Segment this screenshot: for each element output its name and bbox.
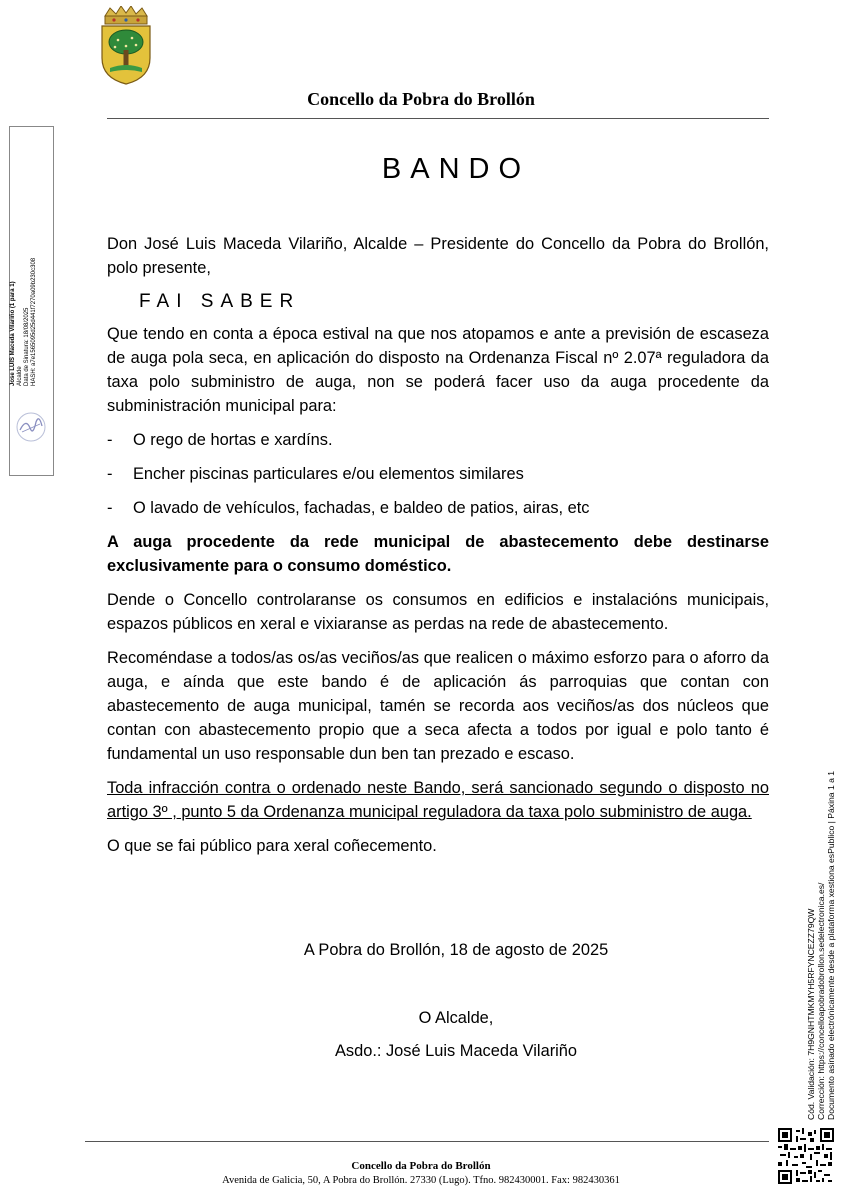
header-organization: Concello da Pobra do Brollón bbox=[307, 89, 535, 109]
header-divider bbox=[107, 118, 769, 119]
municipal-coat-of-arms-icon bbox=[96, 6, 156, 86]
qr-code-icon[interactable] bbox=[778, 1128, 834, 1184]
closing-paragraph: O que se fai público para xeral coñecemento. bbox=[107, 837, 437, 855]
paragraph-restrictions: Que tendo en conta a época estival na que nos atopamos e ante a previsión de escaseza de auga pola seca, en aplicación do disposto na Ordenanza Fiscal nº 2.07ª reguladora da taxa polo subministro de auga, non se poderá facer uso da auga procedente da subministración municipal para: bbox=[107, 325, 769, 415]
bold-notice: A auga procedente da rede municipal de abastecemento debe destinarse exclusivamente para o consumo doméstico. bbox=[107, 533, 769, 575]
signer-title: O Alcalde, bbox=[418, 1009, 494, 1027]
list-item bbox=[107, 428, 769, 452]
signature-platform-note: Documento asinado electrónicamente desde a plataforma xestiona esPublico | Páxina 1 a 1 bbox=[826, 770, 836, 1120]
signature-info bbox=[10, 258, 38, 386]
footer-organization: Concello da Pobra do Brollón bbox=[351, 1160, 491, 1172]
fai-saber-heading: FAI SABER bbox=[139, 291, 301, 312]
list-item bbox=[107, 496, 769, 520]
list-item-text: Encher piscinas particulares e/ou elementos similares bbox=[133, 465, 524, 483]
signature-stamp-icon bbox=[14, 410, 48, 444]
signature-signer: Jose LUIS Maceda Vilariño (1 para 1) bbox=[10, 281, 16, 386]
infraction-notice: Toda infracción contra o ordenado neste Bando, será sancionado segundo o disposto no artigo 3º , punto 5 da Ordenanza municipal reguladora da taxa polo subministro de auga. bbox=[107, 779, 769, 821]
place-date: A Pobra do Brollón, 18 de agosto de 2025 bbox=[303, 941, 609, 959]
list-item-text: O lavado de vehículos, fachadas, e baldeo de patios, airas, etc bbox=[133, 499, 590, 517]
list-dash: - bbox=[107, 499, 113, 517]
list-item-text: O rego de hortas e xardíns. bbox=[133, 431, 333, 449]
verification-link[interactable]: Corrección: https://concelloapobradobrollon.sedelectronica.es/ bbox=[816, 882, 826, 1120]
validation-code: Cód. Validación: 7H9GNHTMKMYH5RFYNCEZZ79QW bbox=[806, 908, 816, 1120]
verification-info bbox=[806, 771, 836, 1120]
signature-date: Data de Sinatura: 18/08/2025 bbox=[24, 307, 30, 386]
list-dash: - bbox=[107, 465, 113, 483]
signature-hash: HASH: a7e1565095d25d441f7270a09b230c308 bbox=[31, 257, 37, 386]
signer-name: Asdo.: José Luis Maceda Vilariño bbox=[334, 1042, 578, 1060]
document-body bbox=[107, 232, 769, 868]
list-item bbox=[107, 462, 769, 486]
footer-divider bbox=[85, 1141, 769, 1142]
paragraph-control: Dende o Concello controlaranse os consumos en edificios e instalacións municipais, espazos públicos en xeral e vixiaranse as perdas na rede de abastecemento. bbox=[107, 591, 769, 633]
paragraph-recommendation: Recoméndase a todos/as os/as veciños/as que realicen o máximo esforzo para o aforro da auga, e aínda que este bando é de aplicación ás parroquias que contan con abastecemento de auga municipal, tamén se recorda aos veciños/as dos núcleos que contan con abastecemento propio que a seca afecta a todos por igual e polo tanto é fundamental un uso responsable dun ben tan prezado e escaso. bbox=[107, 649, 769, 763]
document-title: BANDO bbox=[381, 153, 531, 185]
signature-role: Alcalde bbox=[17, 366, 23, 386]
footer-address: Avenida de Galicia, 50, A Pobra do Brollón. 27330 (Lugo). Tfno. 982430001. Fax: 982430361 bbox=[222, 1175, 620, 1186]
intro-paragraph: Don José Luis Maceda Vilariño, Alcalde – Presidente do Concello da Pobra do Brollón, polo presente, bbox=[107, 235, 769, 277]
list-dash: - bbox=[107, 431, 113, 449]
